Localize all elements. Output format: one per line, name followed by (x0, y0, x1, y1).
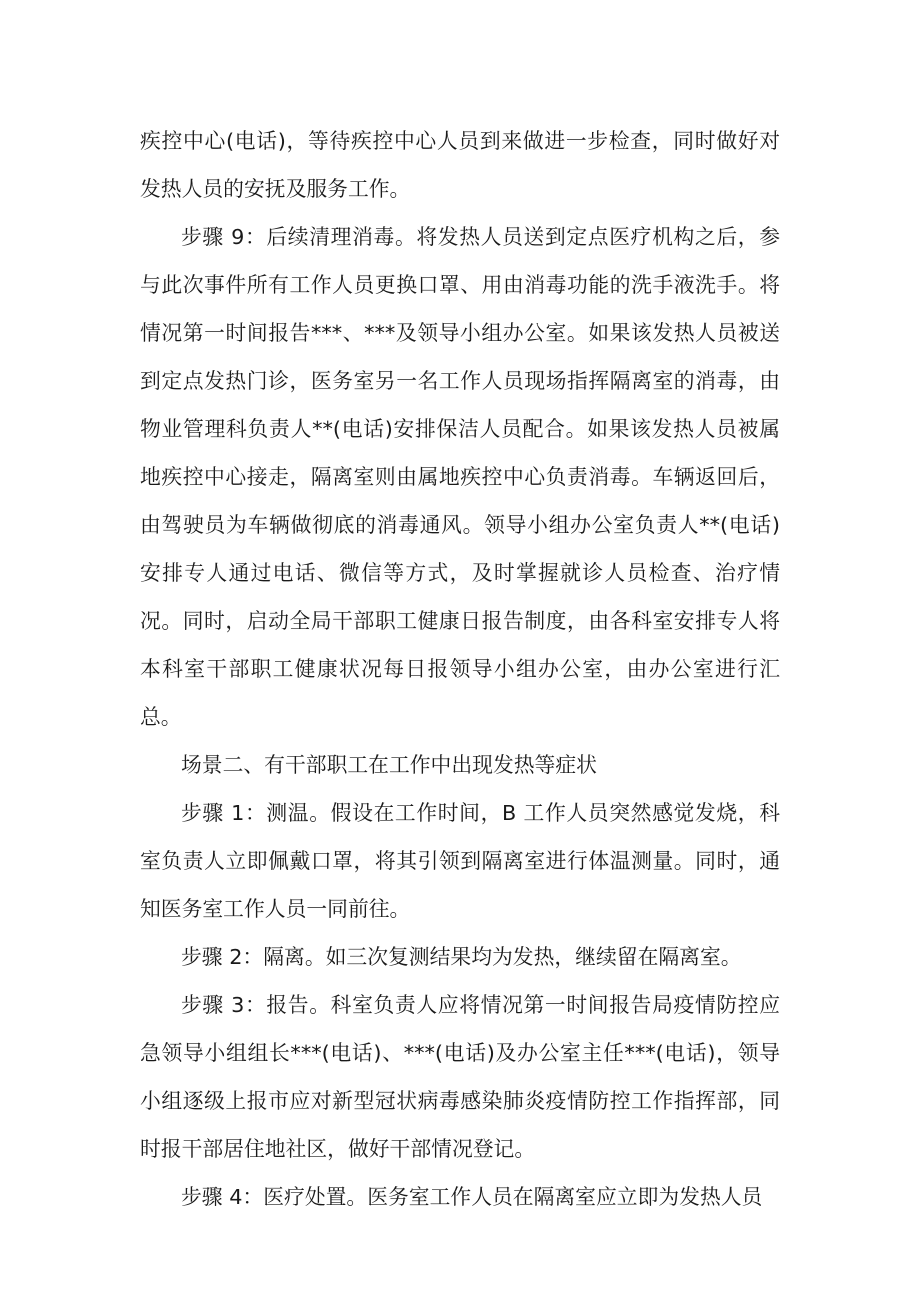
paragraph-continuation: 疾控中心(电话)，等待疾控中心人员到来做进一步检查，同时做好对发热人员的安抚及服务工作。 (140, 129, 780, 201)
document-body (140, 117, 780, 1221)
paragraph-step-4: 步骤 4：医疗处置。医务室工作人员在隔离室应立即为发热人员 (181, 1185, 763, 1209)
paragraph-step-1: 步骤 1：测温。假设在工作时间，B 工作人员突然感觉发烧，科室负责人立即佩戴口罩，将其引领到隔离室进行体温测量。同时，通知医务室工作人员一同前往。 (140, 801, 780, 921)
paragraph-step-2: 步骤 2：隔离。如三次复测结果均为发热，继续留在隔离室。 (181, 945, 742, 969)
paragraph-step-3: 步骤 3：报告。科室负责人应将情况第一时间报告局疫情防控应急领导小组组长***(电话)、***(电话)及办公室主任***(电话)，领导小组逐级上报市应对新型冠状病毒感染肺炎疫情防控工作指挥部，同时报干部居住地社区，做好干部情况登记。 (140, 993, 781, 1161)
paragraph-step-9: 步骤 9：后续清理消毒。将发热人员送到定点医疗机构之后，参与此次事件所有工作人员更换口罩、用由消毒功能的洗手液洗手。将情况第一时间报告***、***及领导小组办公室。如果该发热人员被送到定点发热门诊，医务室另一名工作人员现场指挥隔离室的消毒，由物业管理科负责人**(电话)安排保洁人员配合。如果该发热人员被属地疾控中心接走，隔离室则由属地疾控中心负责消毒。车辆返回后，由驾驶员为车辆做彻底的消毒通风。领导小组办公室负责人**(电话)安排专人通过电话、微信等方式，及时掌握就诊人员检查、治疗情况。同时，启动全局干部职工健康日报告制度，由各科室安排专人将本科室干部职工健康状况每日报领导小组办公室，由办公室进行汇总。 (140, 225, 780, 729)
section-heading-scenario-2: 场景二、有干部职工在工作中出现发热等症状 (181, 753, 597, 777)
